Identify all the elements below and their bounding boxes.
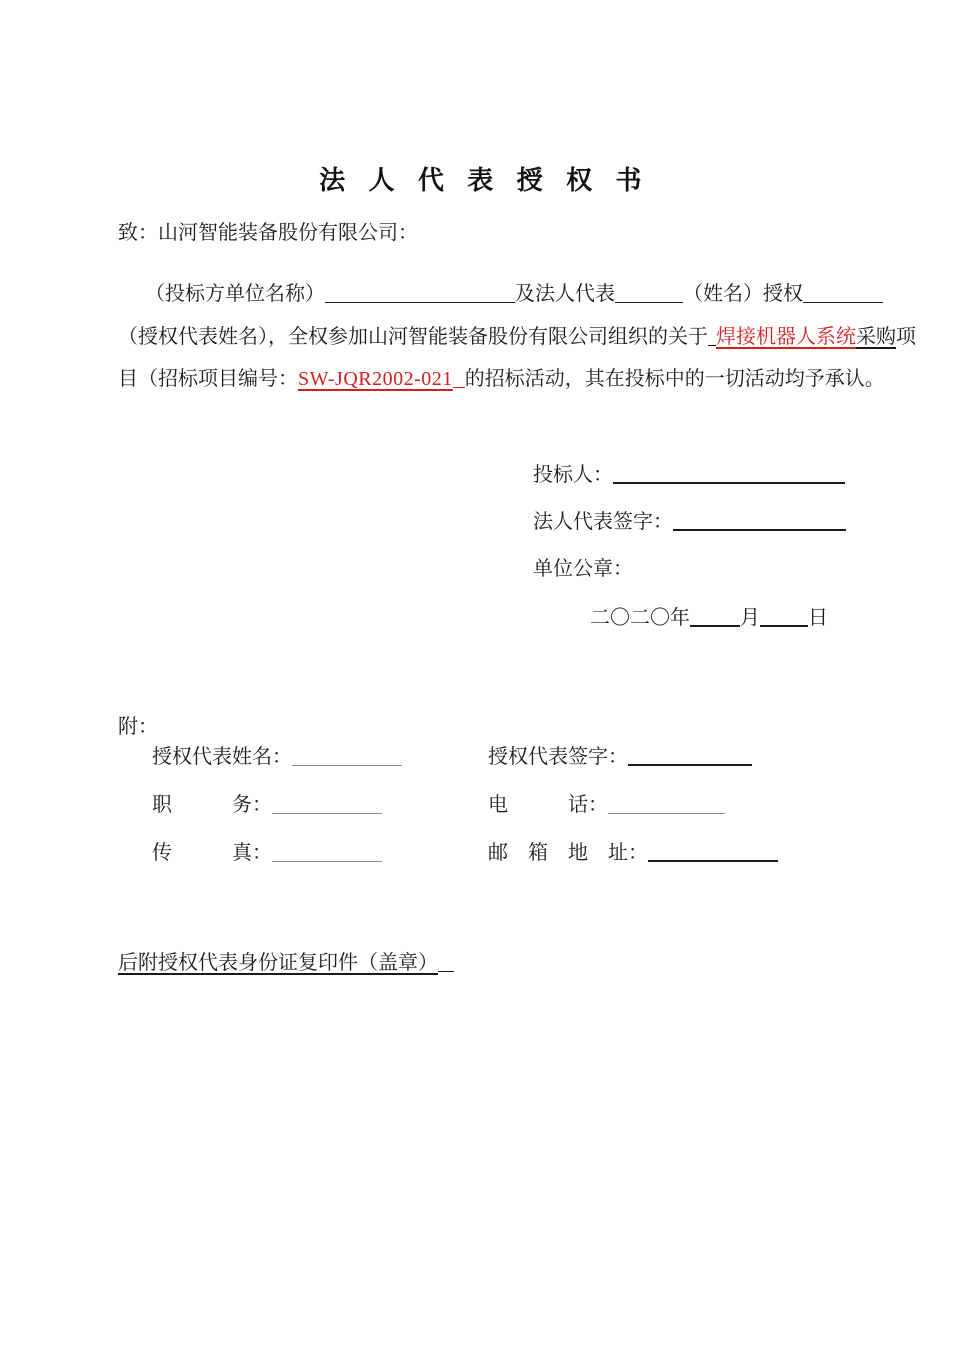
authorized-rep-name-label: 授权代表姓名： — [152, 746, 292, 768]
blank-gap — [708, 325, 716, 346]
blank-email-address — [648, 840, 778, 862]
label-bidder-unit-name: （投标方单位名称） — [145, 283, 325, 305]
bidder-signature-line — [533, 458, 845, 487]
attachment-heading: 附： — [118, 716, 158, 738]
email-address-label-group — [488, 836, 778, 865]
authorized-rep-sign-label-group — [488, 740, 752, 769]
salutation-line: 致：山河智能装备股份有限公司： — [118, 222, 418, 244]
phone-label: 电 话： — [488, 794, 608, 816]
project-name-black-underlined: 采购 — [856, 326, 896, 348]
blank-phone — [608, 793, 725, 814]
position-label: 职 务： — [152, 794, 272, 816]
blank-day — [760, 605, 808, 627]
paragraph-text: 目（招标项目编号： — [118, 368, 298, 390]
blank-legal-rep-name — [615, 282, 683, 303]
paragraph-text: 的招标活动，其在投标中的一切活动均予承认。 — [464, 368, 885, 390]
email-address-label: 邮 箱 地 址： — [488, 842, 648, 864]
paragraph-line-2 — [118, 320, 916, 349]
company-seal-line — [533, 552, 633, 581]
blank-fax — [272, 841, 382, 862]
blank-authorized-rep-signature — [628, 744, 752, 766]
authorized-rep-name-label-group — [152, 740, 402, 769]
blank-authorized-person-name — [803, 282, 883, 303]
blank-bidder-signature — [613, 462, 845, 484]
paragraph-line-1 — [118, 277, 883, 306]
legal-rep-signature-line — [533, 505, 846, 534]
footer-note-line — [118, 946, 454, 975]
company-seal-label: 单位公章： — [533, 558, 633, 580]
footer-note-text: 后附授权代表身份证复印件（盖章） — [118, 952, 438, 974]
paragraph-line-3 — [118, 362, 885, 391]
blank-legal-rep-signature — [673, 509, 846, 531]
date-month-label: 月 — [740, 607, 760, 629]
label-and-legal-rep: 及法人代表 — [515, 283, 615, 305]
label-name-authorize: （姓名）授权 — [683, 283, 803, 305]
fax-label: 传 真： — [152, 842, 272, 864]
blank-gap — [453, 367, 465, 388]
document-title: 法人代表授权书 — [319, 165, 665, 195]
blank-bidder-unit-name — [325, 282, 515, 303]
date-day-label: 日 — [808, 607, 828, 629]
project-name-red-text: 焊接机器人系统 — [716, 326, 856, 348]
blank-authorized-rep-name — [292, 745, 402, 766]
blank-position — [272, 793, 382, 814]
tender-project-code-red-text: SW-JQR2002-021 — [298, 368, 453, 390]
paragraph-text: （授权代表姓名），全权参加山河智能装备股份有限公司组织的关于 — [118, 326, 708, 348]
date-line — [590, 601, 828, 630]
phone-label-group — [488, 788, 725, 817]
authorized-rep-sign-label: 授权代表签字： — [488, 746, 628, 768]
bidder-label: 投标人： — [533, 464, 613, 486]
blank-month — [690, 605, 740, 627]
paragraph-text: 项 — [896, 326, 916, 348]
position-label-group — [152, 788, 382, 817]
date-year-text: 二〇二〇年 — [590, 607, 690, 629]
footer-note-trailing-underline — [438, 951, 454, 972]
legal-rep-sign-label: 法人代表签字： — [533, 511, 673, 533]
fax-label-group — [152, 836, 382, 865]
